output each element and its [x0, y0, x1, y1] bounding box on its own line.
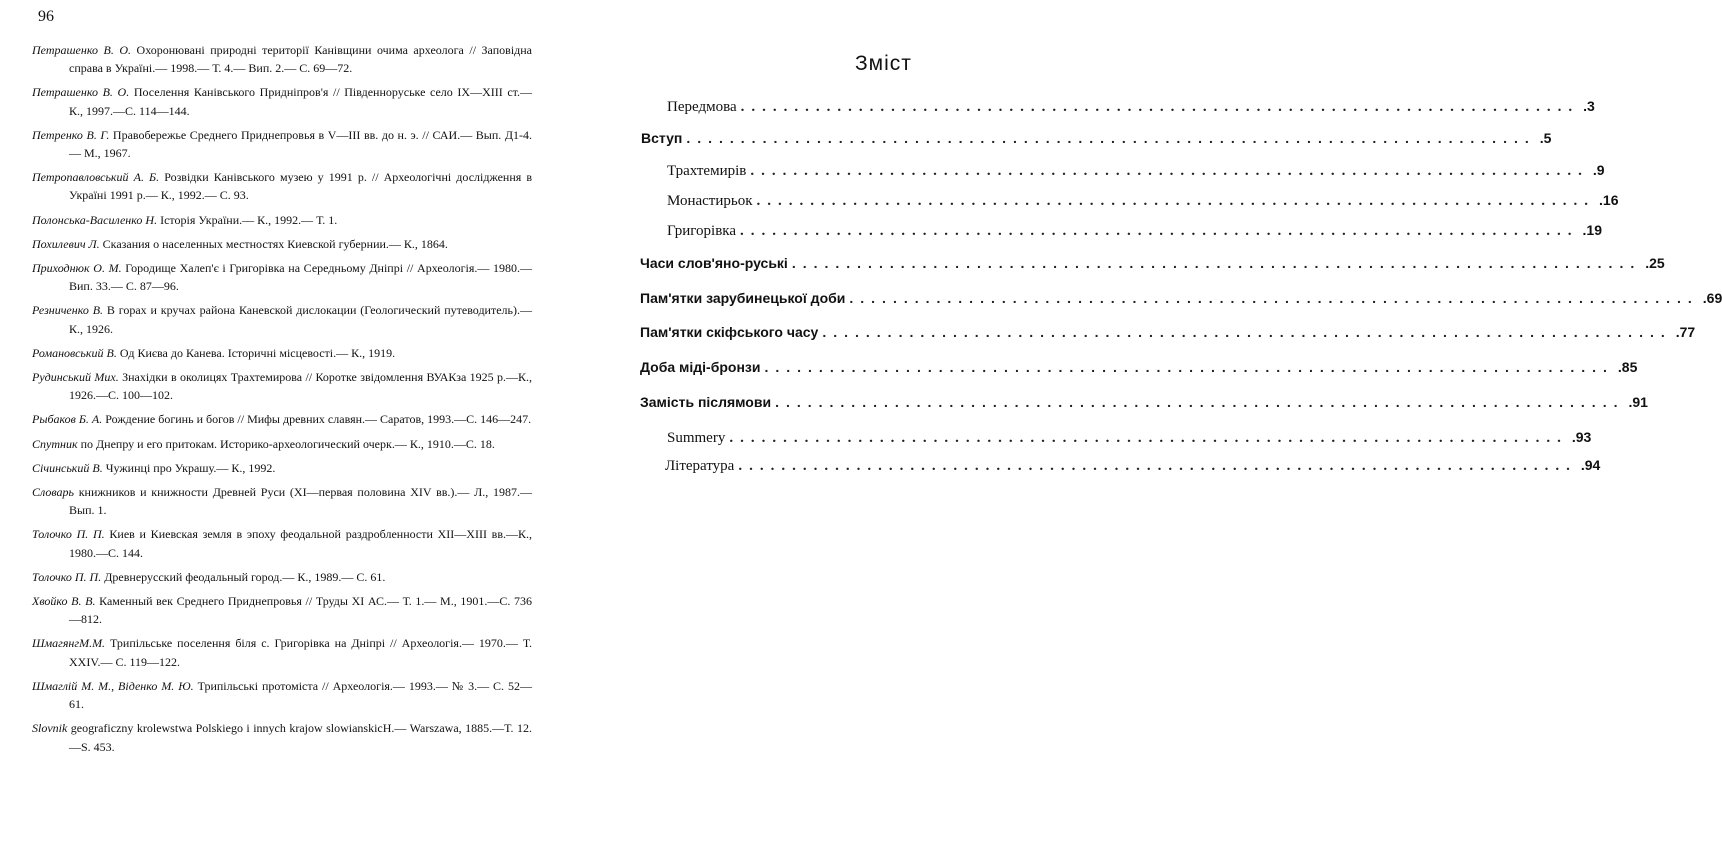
bib-text: по Днепру и его притокам. Историко-археологический очерк.— К., 1910.—С. 18. — [80, 436, 495, 451]
toc-item-page: .69 — [1702, 290, 1722, 306]
bib-author: Петрашенко В. О. — [32, 85, 130, 100]
toc-item-label: Передмова — [667, 99, 737, 115]
bib-author: Рыбаков Б. А. — [32, 412, 103, 427]
toc-item-monastyrok[interactable] — [0, 192, 1619, 214]
bib-author: Петрашенко В. О. — [32, 43, 132, 57]
bib-text: Городище Халеп'є і Григорівка на Середньому Дніпрі // Археологія.— 1980.— Вип. 33.— С. 87—96. — [69, 261, 533, 294]
bib-text: книжников и книжности Древней Руси (XI—первая половина XIV вв.).— Л., 1987.—Вып. 1. — [69, 485, 532, 518]
bib-text: Правобережье Среднего Приднепровья в V—III вв. до н. э. // САИ.— Вып. Д1-4.— М., 1967. — [69, 127, 533, 161]
toc-item-page: .77 — [1675, 324, 1696, 340]
toc-item-trakhtemyriv[interactable] — [0, 162, 1605, 184]
bibliography-entry — [32, 634, 532, 670]
toc-item-label: Пам'ятки скіфського часу — [640, 324, 819, 340]
toc-item-page: .9 — [1592, 162, 1605, 178]
bib-text: Історія України.— К., 1992.— Т. 1. — [160, 212, 338, 227]
toc-item-label: Summery — [667, 430, 726, 446]
bib-author: Полонська-Василенко Н. — [32, 212, 158, 227]
toc-item-page: .16 — [1599, 192, 1619, 208]
toc-leader-dots: .............................................................................. — [750, 163, 1589, 179]
toc-item-page: .5 — [1539, 130, 1552, 146]
bib-text: Киев и Киевская земля в эпоху феодальной раздробленности XII—XIII вв.—К., 1980.—С. 144. — [69, 527, 533, 560]
bib-author: Романовський В. — [32, 345, 117, 360]
bib-author: Петропавловський А. Б. — [32, 170, 160, 185]
toc-item-label: Замість післямови — [640, 394, 772, 410]
bibliography-entry — [32, 719, 532, 755]
toc-item-page: .94 — [1580, 457, 1601, 473]
toc-item-label: Трахтемирів — [667, 163, 747, 179]
bib-author: Спутник — [32, 436, 78, 451]
bibliography-entry — [32, 568, 532, 586]
toc-item-label: Вступ — [641, 130, 683, 146]
toc-item-summery[interactable] — [0, 429, 1592, 451]
toc-leader-dots: .............................................................................. — [740, 99, 1580, 115]
toc-item-page: .19 — [1582, 222, 1602, 238]
bib-author: ШмагянгМ.М. — [32, 636, 106, 651]
toc-item-label: Монастирьок — [667, 193, 753, 209]
toc-item-page: .91 — [1628, 394, 1648, 410]
bib-author: Толочко П. П. — [32, 569, 102, 584]
toc-item-label: Пам'ятки зарубинецької доби — [640, 290, 846, 306]
bib-author: Slovnik — [32, 721, 68, 736]
toc-leader-dots: .............................................................................. — [791, 255, 1642, 271]
toc-item-page: .93 — [1571, 429, 1592, 445]
toc-leader-dots: .............................................................................. — [849, 290, 1699, 306]
bib-text: Трипільські протоміста // Археологія.— 1993.— № 3.— С. 52—61. — [69, 678, 532, 712]
toc-item-foreword[interactable] — [0, 98, 1595, 120]
bib-author: Приходнюк О. М. — [32, 261, 122, 276]
toc-title: Зміст — [855, 52, 912, 75]
toc-item-copper-bronze[interactable] — [0, 359, 1638, 381]
bib-text: Знахідки в околицях Трахтемирова // Коротке звідомлення ВУАКза 1925 р.—К., 1926.—С. 100—102. — [69, 370, 533, 403]
toc-item-slavic-rus-times[interactable] — [0, 255, 1665, 277]
bib-text: Поселення Канівського Придніпров'я // Південноруське село IX—XIII ст.— К., 1997.—С. 114—144. — [69, 85, 532, 118]
toc-leader-dots: .............................................................................. — [738, 458, 1577, 474]
toc-item-label: Часи слов'яно-руські — [640, 255, 788, 271]
bib-author: Січинський В. — [32, 460, 103, 475]
toc-item-page: .25 — [1645, 255, 1665, 271]
bib-text: Каменный век Среднего Приднепровья // Труды XI АС.— Т. 1.— М., 1901.—С. 736—812. — [69, 594, 532, 627]
bibliography-entry — [32, 483, 532, 519]
bib-text: Чужинці про Украшу.— К., 1992. — [105, 460, 276, 475]
bibliography-entry — [32, 525, 532, 561]
toc-item-introduction[interactable] — [0, 127, 1552, 152]
toc-item-label: Доба міді-бронзи — [640, 359, 761, 375]
bib-text: Розвідки Канівського музею у 1991 р. // Археологічні дослідження в Україні 1991 р.— К., 1992.— С. 93. — [69, 170, 533, 203]
bib-text: Од Києва до Канева. Історичні місцевості.— К., 1919. — [119, 345, 396, 360]
bib-author: Похилевич Л. — [32, 236, 100, 251]
toc-leader-dots: .............................................................................. — [756, 193, 1596, 209]
bib-text: Рождение богинь и богов // Мифы древних славян.— Саратов, 1993.—С. 146—247. — [105, 412, 532, 427]
toc-item-afterword[interactable] — [0, 394, 1648, 416]
toc-item-zarubyntsi[interactable] — [0, 290, 1722, 312]
page-number: 96 — [38, 8, 54, 25]
toc-leader-dots: .............................................................................. — [686, 130, 1536, 146]
bib-author: Толочко П. П. — [32, 527, 105, 542]
toc-item-page: .85 — [1617, 359, 1638, 375]
bibliography-entry — [32, 677, 532, 713]
bib-text: Древнерусский феодальный город.— К., 1989.— С. 61. — [104, 569, 386, 584]
bib-text: В горах и кручах района Каневской дислокации (Геологический путеводитель).— К., 1926. — [69, 303, 532, 336]
toc-item-scythian[interactable] — [0, 324, 1696, 346]
toc-leader-dots: .............................................................................. — [775, 394, 1625, 410]
bib-author: Рудинський Мих. — [32, 370, 119, 385]
bibliography-entry — [32, 592, 532, 628]
toc-leader-dots: .............................................................................. — [822, 324, 1672, 340]
toc-leader-dots: .............................................................................. — [764, 359, 1614, 375]
bib-author: Словарь — [32, 485, 74, 500]
toc-item-page: .3 — [1583, 98, 1595, 114]
bib-text: geograficzny krolewstwa Polskiego i innych krajow slowianskicH.— Warszawa, 1885.—T. 12.—S. 453. — [69, 721, 532, 754]
toc-item-literature[interactable] — [0, 457, 1601, 479]
toc-item-hryhorivka[interactable] — [0, 222, 1602, 244]
toc-leader-dots: .............................................................................. — [729, 430, 1568, 446]
toc-item-label: Григорівка — [667, 223, 737, 239]
bib-text: Охоронювані природні території Канівщини очима археолога // Заповідна справа в Україні.— 1998.— Т. 4.— Вип. 2.— С. 69—72. — [69, 43, 533, 76]
bib-author: Резниченко В. — [32, 303, 104, 318]
toc-leader-dots: .............................................................................. — [740, 223, 1579, 239]
bib-text: Трипільське поселення біля с. Григорівка на Дніпрі // Археологія.— 1970.— Т. XXIV.— С. 119—122. — [69, 636, 533, 669]
toc-item-label: Література — [665, 458, 735, 474]
bib-author: Хвойко В. В. — [32, 594, 96, 609]
bib-author: Петренко В. Г. — [32, 127, 110, 142]
bib-text: Сказания о населенных местностях Киевской губернии.— К., 1864. — [102, 236, 448, 251]
bibliography-entry — [32, 41, 532, 77]
bib-author: Шмаглій М. М., Віденко М. Ю. — [32, 678, 194, 693]
